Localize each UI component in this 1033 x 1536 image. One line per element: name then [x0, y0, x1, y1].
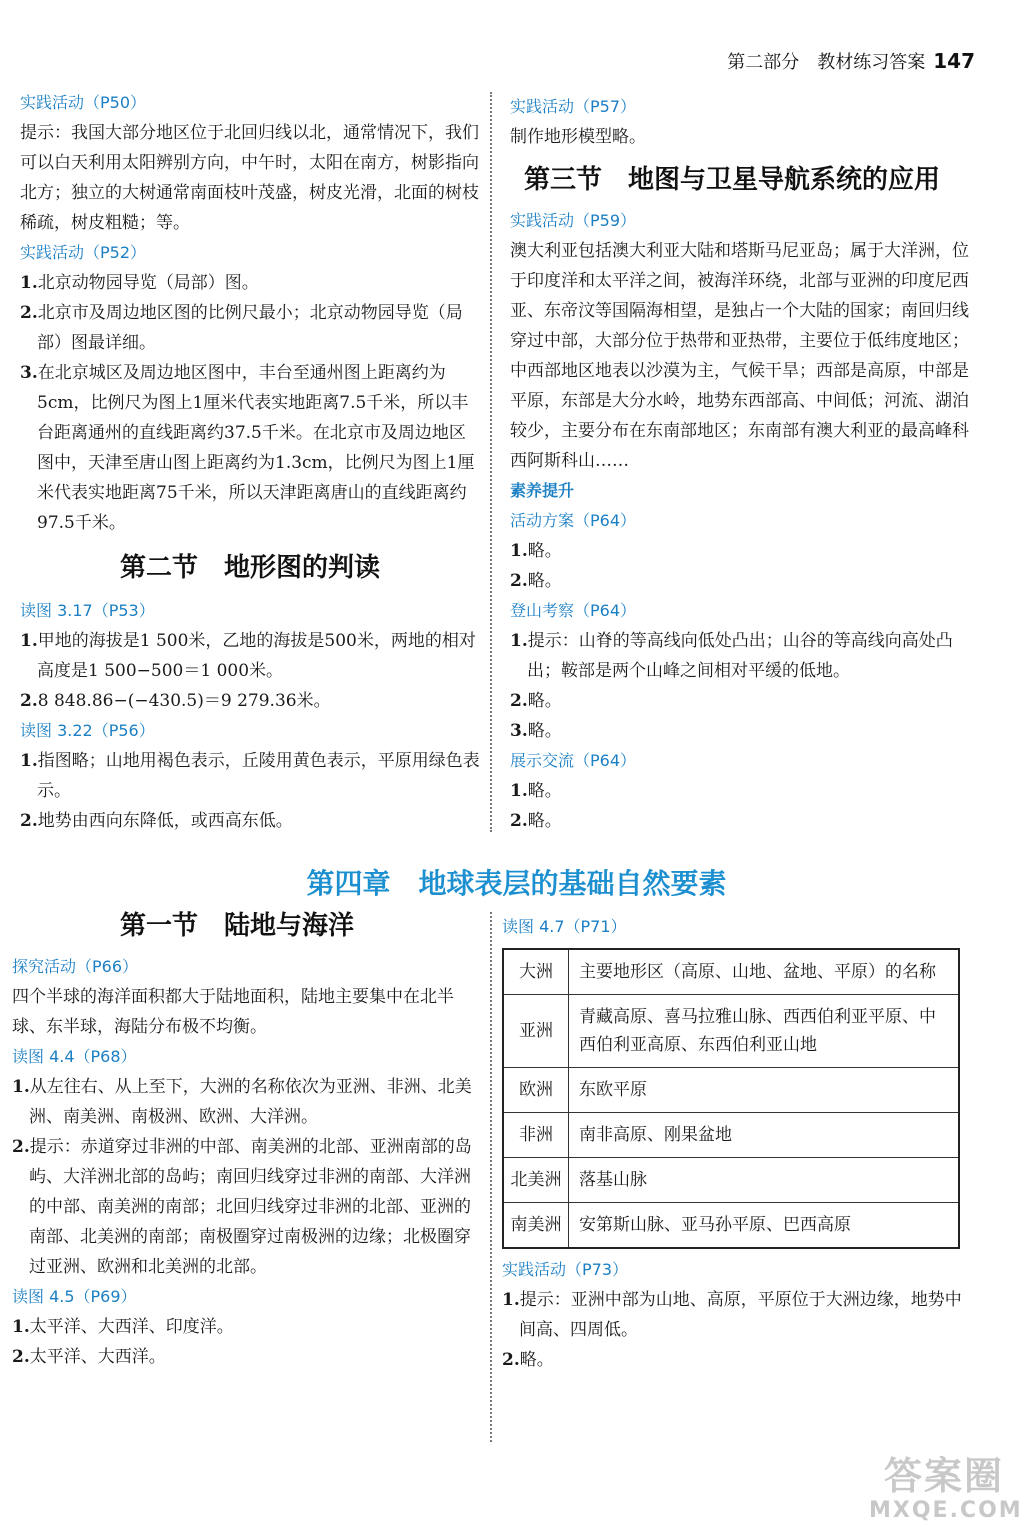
table-row — [503, 1158, 959, 1203]
table-cell: 非洲 — [503, 1113, 569, 1158]
section-label: 读图 3.22（P56） — [20, 721, 155, 740]
section-label: 实践活动（P52） — [20, 243, 147, 262]
table-header-cell: 大洲 — [503, 949, 569, 995]
section-label: 活动方案（P64） — [510, 511, 637, 530]
item-number: 2. — [510, 571, 528, 591]
item-text: 甲地的海拔是1 500米，乙地的海拔是500米，两地的相对高度是1 500−500＝1 000米。 — [37, 631, 476, 681]
list-item — [510, 716, 972, 746]
list-item — [510, 566, 972, 596]
table-cell: 南非高原、刚果盆地 — [569, 1113, 960, 1158]
table-cell: 欧洲 — [503, 1068, 569, 1113]
item-text: 从左往右、从上至下，大洲的名称依次为亚洲、非洲、北美洲、南美洲、南极洲、欧洲、大洋洲。 — [29, 1077, 472, 1127]
item-text: 略。 — [527, 541, 562, 561]
item-number: 3. — [510, 721, 528, 741]
item-text: 提示：赤道穿过非洲的中部、南美洲的北部、亚洲南部的岛屿、大洋洲北部的岛屿；南回归线穿过非洲的南部、大洋洲的中部、南美洲的南部；北回归线穿过非洲的北部、亚洲的南部、北美洲的南部；南极圈穿过南极洲的边缘；北极圈穿过亚洲、欧洲和北美洲的北部。 — [29, 1137, 472, 1277]
table-row — [503, 1113, 959, 1158]
item-number: 2. — [20, 811, 38, 831]
table-cell: 青藏高原、喜马拉雅山脉、西西伯利亚平原、中西伯利亚高原、东西伯利亚山地 — [569, 995, 960, 1068]
list-item — [12, 1132, 480, 1282]
table-cell: 安第斯山脉、亚马孙平原、巴西高原 — [569, 1203, 960, 1249]
item-number: 2. — [510, 811, 528, 831]
list-item — [502, 1345, 972, 1375]
paragraph: 提示：我国大部分地区位于北回归线以北，通常情况下，我们可以白天利用太阳辨别方向，中午时，太阳在南方，树影指向北方；独立的大树通常南面枝叶茂盛，树皮光滑，北面的树枝稀疏，树皮粗糙；等。 — [20, 123, 479, 233]
item-text: 略。 — [527, 571, 562, 591]
item-number: 1. — [510, 541, 528, 561]
item-number: 2. — [12, 1347, 30, 1367]
table-cell: 北美洲 — [503, 1158, 569, 1203]
table-header-cell: 主要地形区（高原、山地、盆地、平原）的名称 — [569, 949, 960, 995]
section-label: 登山考察（P64） — [510, 601, 637, 620]
list-item — [20, 358, 480, 538]
list-item — [510, 776, 972, 806]
section-title: 第二节 地形图的判读 — [119, 553, 380, 583]
item-number: 3. — [20, 363, 38, 383]
table-row — [503, 1203, 959, 1249]
list-item — [20, 686, 480, 716]
table-row — [503, 995, 959, 1068]
chapter-title: 第四章 地球表层的基础自然要素 — [306, 867, 727, 900]
table-header-row — [503, 949, 959, 995]
item-text: 提示：亚洲中部为山地、高原，平原位于大洲边缘，地势中间高、四周低。 — [519, 1290, 962, 1340]
list-item — [20, 626, 480, 686]
item-number: 2. — [12, 1137, 30, 1157]
list-item — [510, 686, 972, 716]
section-title: 第三节 地图与卫星导航系统的应用 — [524, 165, 941, 195]
table-cell: 亚洲 — [503, 995, 569, 1068]
column-divider — [490, 912, 492, 1442]
paragraph: 澳大利亚包括澳大利亚大陆和塔斯马尼亚岛；属于大洋洲，位于印度洋和太平洋之间，被海洋环绕，北部与亚洲的印度尼西亚、东帝汶等国隔海相望，是独占一个大陆的国家；南回归线穿过中部，大部分位于热带和亚热带，主要位于低纬度地区；中西部地区地表以沙漠为主，气候干旱；西部是高原，中部是平原，东部是大分水岭，地势东西部高、中间低；河流、湖泊较少，主要分布在东南部地区；东南部有澳大利亚的最高峰科西阿斯科山…… — [510, 241, 969, 471]
item-number: 1. — [20, 273, 38, 293]
list-item — [510, 806, 972, 836]
item-number: 1. — [510, 781, 528, 801]
item-text: 北京市及周边地区图的比例尺最小；北京动物园导览（局部）图最详细。 — [37, 303, 463, 353]
list-item — [510, 626, 972, 686]
item-number: 1. — [502, 1290, 520, 1310]
list-item — [20, 268, 480, 298]
list-item — [510, 536, 972, 566]
item-text: 指图略；山地用褐色表示，丘陵用黄色表示，平原用绿色表示。 — [37, 751, 480, 801]
watermark-text: 答案圈 — [883, 1454, 1004, 1498]
list-item — [12, 1312, 480, 1342]
left-column-bottom — [12, 906, 480, 1372]
table-cell: 东欧平原 — [569, 1068, 960, 1113]
section-label: 实践活动（P59） — [510, 211, 637, 230]
right-column-top — [510, 92, 972, 836]
item-text: 北京动物园导览（局部）图。 — [37, 273, 259, 293]
item-text: 略。 — [527, 781, 562, 801]
item-text: 略。 — [527, 691, 562, 711]
list-item — [20, 298, 480, 358]
section-label: 实践活动（P57） — [510, 97, 637, 116]
header-part: 第二部分 — [727, 52, 800, 73]
right-column-bottom — [502, 912, 972, 1375]
item-text: 略。 — [527, 811, 562, 831]
item-number: 1. — [12, 1317, 30, 1337]
item-text: 太平洋、大西洋。 — [29, 1347, 166, 1367]
section-label: 实践活动（P73） — [502, 1260, 629, 1279]
item-number: 1. — [20, 631, 38, 651]
table-cell: 落基山脉 — [569, 1158, 960, 1203]
item-text: 略。 — [527, 721, 562, 741]
list-item — [12, 1342, 480, 1372]
list-item — [502, 1285, 972, 1345]
continents-table — [502, 948, 960, 1249]
item-text: 太平洋、大西洋、印度洋。 — [29, 1317, 234, 1337]
section-label: 读图 4.4（P68） — [12, 1047, 137, 1066]
item-number: 2. — [20, 691, 38, 711]
section-label: 读图 4.7（P71） — [502, 917, 627, 936]
item-number: 1. — [12, 1077, 30, 1097]
section-label: 读图 4.5（P69） — [12, 1287, 137, 1306]
item-text: 在北京城区及周边地区图中，丰台至通州图上距离约为5cm，比例尺为图上1厘米代表实地距离7.5千米，所以丰台距离通州的直线距离约37.5千米。在北京市及周边地区图中，天津至唐山图上距离约为1.3cm，比例尺为图上1厘米代表实地距离75千米，所以天津距离唐山的直线距离约97.5千米。 — [37, 363, 475, 533]
section-title: 第一节 陆地与海洋 — [120, 911, 355, 941]
item-text: 地势由西向东降低，或西高东低。 — [37, 811, 293, 831]
column-divider — [490, 92, 492, 832]
running-header — [727, 48, 975, 74]
item-number: 2. — [502, 1350, 520, 1370]
section-label: 实践活动（P50） — [20, 93, 147, 112]
watermark-url: MXQE.COM — [869, 1498, 1023, 1523]
section-label: 探究活动（P66） — [12, 957, 139, 976]
paragraph: 四个半球的海洋面积都大于陆地面积，陆地主要集中在北半球、东半球，海陆分布极不均衡。 — [12, 987, 454, 1037]
page-number: 147 — [933, 49, 975, 73]
paragraph: 制作地形模型略。 — [510, 127, 646, 147]
left-column-top — [20, 88, 480, 836]
subsection-heading: 素养提升 — [510, 481, 575, 500]
table-cell: 南美洲 — [503, 1203, 569, 1249]
header-title: 教材练习答案 — [817, 52, 926, 73]
list-item — [12, 1072, 480, 1132]
item-number: 1. — [20, 751, 38, 771]
item-text: 8 848.86−(−430.5)＝9 279.36米。 — [37, 691, 331, 711]
watermark-logo — [869, 1454, 1023, 1530]
section-label: 展示交流（P64） — [510, 751, 637, 770]
item-text: 提示：山脊的等高线向低处凸出；山谷的等高线向高处凸出；鞍部是两个山峰之间相对平缓的低地。 — [527, 631, 953, 681]
item-number: 2. — [20, 303, 38, 323]
item-text: 略。 — [519, 1350, 554, 1370]
list-item — [20, 806, 480, 836]
section-label: 读图 3.17（P53） — [20, 601, 155, 620]
item-number: 1. — [510, 631, 528, 651]
item-number: 2. — [510, 691, 528, 711]
table-row — [503, 1068, 959, 1113]
list-item — [20, 746, 480, 806]
